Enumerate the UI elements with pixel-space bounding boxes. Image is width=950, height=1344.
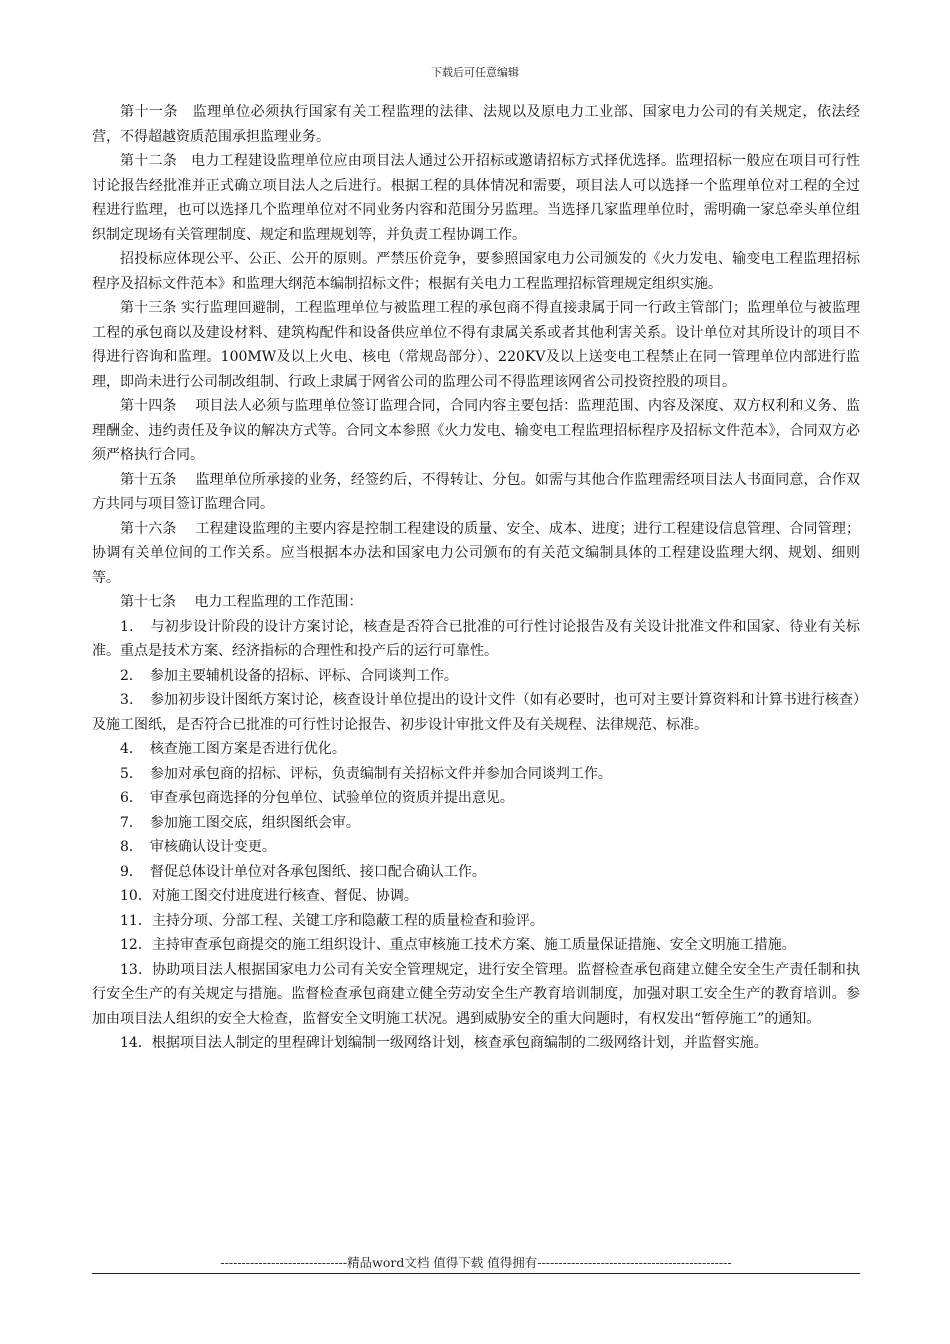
scope-item-5: 5． 参加对承包商的招标、评标，负责编制有关招标文件并参加合同谈判工作。: [120, 765, 612, 782]
article-17: 第十七条 电力工程监理的工作范围：: [120, 594, 363, 610]
article-14: 第十四条 项目法人必须与监理单位签订监理合同，合同内容主要包括：监理范围、内容及深度、双方权利和义务、监理酬金、违约责任及争议的解决方式等。合同文本参照《火力发电、输变电工程监理招标程序及招标文件范本》，合同双方必须严格执行合同。: [92, 398, 860, 463]
article-15: 第十五条 监理单位所承接的业务，经签约后，不得转让、分包。如需与其他合作监理需经项目法人书面同意，合作双方共同与项目签订监理合同。: [92, 471, 860, 512]
document-body: [92, 100, 860, 1056]
scope-item-8: 8． 审核确认设计变更。: [120, 839, 276, 855]
scope-item-3: 3． 参加初步设计图纸方案讨论，核查设计单位提出的设计文件（如有必要时，也可对主要计算资料和计算书进行核查）及施工图纸，是否符合已批准的可行性讨论报告、初步设计审批文件及有关规程、法律规范、标准。: [92, 692, 860, 733]
scope-item-14: 14．根据项目法人制定的里程碑计划编制一级网络计划，核查承包商编制的二级网络计划，并监督实施。: [120, 1035, 768, 1051]
scope-item-10: 10．对施工图交付进度进行核查、督促、协调。: [120, 888, 418, 904]
scope-item-12: 12．主持审查承包商提交的施工组织设计、重点审核施工技术方案、施工质量保证措施、安全文明施工措施。: [120, 937, 796, 953]
article-13: 第十三条 实行监理回避制，工程监理单位与被监理工程的承包商不得直接隶属于同一行政主管部门；监理单位与被监理工程的承包商以及建设材料、建筑构配件和设备供应单位不得有隶属关系或者其他利害关系。设计单位对其所设计的项目不得进行咨询和监理。100MW及以上火电、核电（常规岛部分）、220KV及以上送变电工程禁止在同一管理单位内部进行监理，即尚未进行公司制改组制、行政上隶属于网省公司的监理公司不得监理该网省公司投资控股的项目。: [92, 300, 860, 390]
article-16: 第十六条 工程建设监理的主要内容是控制工程建设的质量、安全、成本、进度；进行工程建设信息管理、合同管理；协调有关单位间的工作关系。应当根据本办法和国家电力公司颁布的有关范文编制具体的工程建设监理大纲、规划、细则等。: [92, 520, 860, 586]
scope-item-4: 4． 核查施工图方案是否进行优化。: [120, 741, 346, 757]
bidding-principles: 招投标应体现公平、公正、公开的原则。严禁压价竞争，要参照国家电力公司颁发的《火力发电、输变电工程监理招标程序及招标文件范本》和监理大纲范本编制招标文件；根据有关电力工程监理招标管理规定组织实施。: [92, 251, 860, 292]
scope-item-13: 13．协助项目法人根据国家电力公司有关安全管理规定，进行安全管理。监督检查承包商建立健全安全生产责任制和执行安全生产的有关规定与措施。监督检查承包商建立健全劳动安全生产教育培训制度，加强对职工安全生产的教育培训。参加由项目法人组织的安全大检查，监督安全文明施工状况。遇到威胁安全的重大问题时，有权发出“暂停施工”的通知。: [92, 961, 860, 1027]
article-11: 第十一条 监理单位必须执行国家有关工程监理的法律、法规以及原电力工业部、国家电力公司的有关规定，依法经营，不得超越资质范围承担监理业务。: [92, 104, 860, 145]
scope-item-11: 11．主持分项、分部工程、关键工序和隐蔽工程的质量检查和验评。: [120, 912, 544, 929]
page-header: 下载后可任意编辑: [431, 66, 519, 79]
article-12: 第十二条 电力工程建设监理单位应由项目法人通过公开招标或邀请招标方式择优选择。监理招标一般应在项目可行性讨论报告经批准并正式确立项目法人之后进行。根据工程的具体情况和需要，项目法人可以选择一个监理单位对工程的全过程进行监理，也可以选择几个监理单位对不同业务内容和范围分另监理。当选择几家监理单位时，需明确一家总牵头单位组织制定现场有关管理制度、规定和监理规划等，并负责工程协调工作。: [92, 153, 860, 243]
scope-item-1: 1． 与初步设计阶段的设计方案讨论，核查是否符合已批准的可行性讨论报告及有关设计批准文件和国家、待业有关标准。重点是技术方案、经济指标的合理性和投产后的运行可靠性。: [92, 618, 860, 659]
page-footer: ------------------------------精品word文档 值得下载 值得拥有----------------------------------------------: [220, 1255, 732, 1270]
scope-item-7: 7． 参加施工图交底，组织图纸会审。: [120, 814, 360, 831]
scope-item-9: 9． 督促总体设计单位对各承包图纸、接口配合确认工作。: [120, 863, 486, 880]
footer-divider: [92, 1273, 860, 1274]
scope-item-6: 6． 审查承包商选择的分包单位、试验单位的资质并提出意见。: [120, 790, 514, 806]
scope-item-2: 2． 参加主要辅机设备的招标、评标、合同谈判工作。: [120, 667, 458, 684]
